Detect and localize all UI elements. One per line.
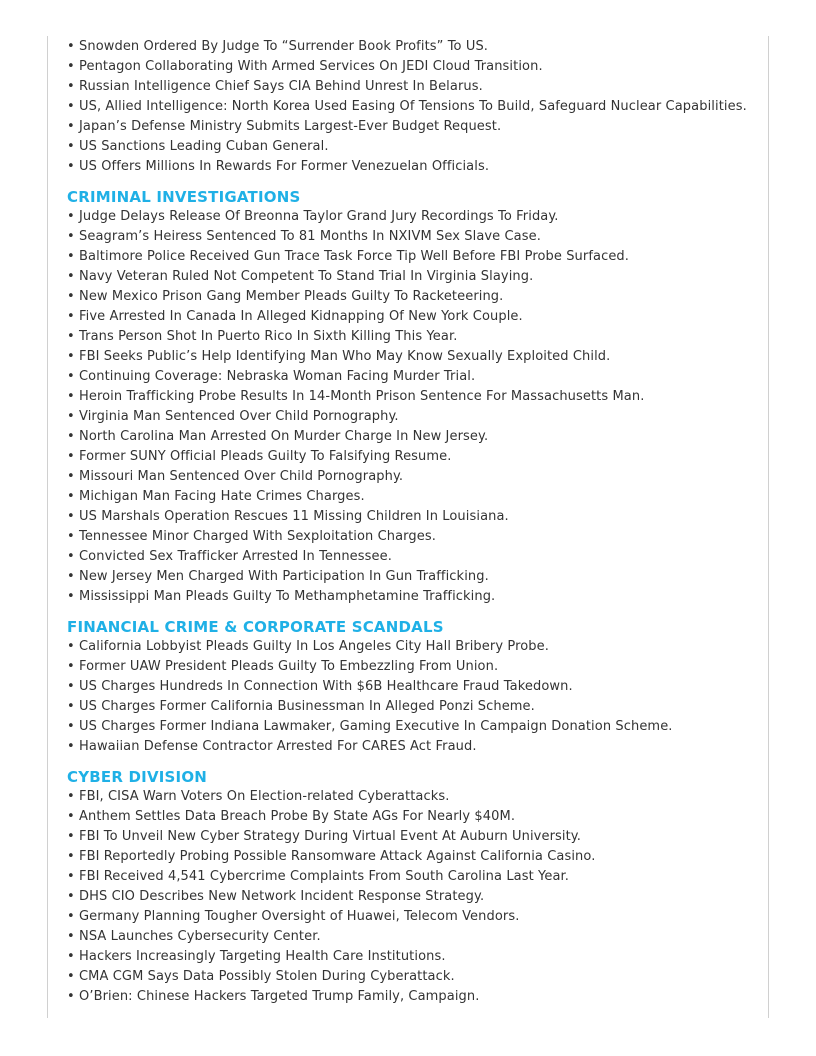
bullet-icon: • (67, 369, 75, 384)
section-heading: FINANCIAL CRIME & CORPORATE SCANDALS (67, 618, 444, 636)
news-item[interactable] (67, 327, 767, 347)
news-item[interactable] (67, 527, 767, 547)
news-item-text: FBI Seeks Public’s Help Identifying Man Who May Know Sexually Exploited Child. (79, 349, 611, 364)
bullet-icon: • (67, 699, 75, 714)
bullet-icon: • (67, 529, 75, 544)
news-item[interactable] (67, 697, 767, 717)
news-item-text: DHS CIO Describes New Network Incident Response Strategy. (79, 889, 485, 904)
bullet-icon: • (67, 249, 75, 264)
news-item-text: Russian Intelligence Chief Says CIA Behind Unrest In Belarus. (79, 79, 483, 94)
news-item[interactable] (67, 407, 767, 427)
news-item[interactable] (67, 737, 767, 757)
bullet-icon: • (67, 849, 75, 864)
bullet-icon: • (67, 329, 75, 344)
news-item-text: New Jersey Men Charged With Participation In Gun Trafficking. (79, 569, 489, 584)
news-item[interactable] (67, 77, 767, 97)
bullet-icon: • (67, 929, 75, 944)
news-item[interactable] (67, 867, 767, 887)
news-item[interactable] (67, 247, 767, 267)
bullet-icon: • (67, 909, 75, 924)
bullet-icon: • (67, 509, 75, 524)
news-item[interactable] (67, 447, 767, 467)
news-item[interactable] (67, 57, 767, 77)
bullet-icon: • (67, 449, 75, 464)
news-item[interactable] (67, 367, 767, 387)
section-financial-crime-corporate-scandals (67, 617, 767, 757)
bullet-icon: • (67, 969, 75, 984)
news-item[interactable] (67, 267, 767, 287)
news-item[interactable] (67, 987, 767, 1007)
bullet-icon: • (67, 349, 75, 364)
bullet-icon: • (67, 659, 75, 674)
news-item[interactable] (67, 37, 767, 57)
news-item-text: Trans Person Shot In Puerto Rico In Sixth Killing This Year. (79, 329, 458, 344)
bullet-icon: • (67, 99, 75, 114)
news-item-text: Heroin Trafficking Probe Results In 14-Month Prison Sentence For Massachusetts Man. (79, 389, 645, 404)
bullet-icon: • (67, 469, 75, 484)
news-item[interactable] (67, 567, 767, 587)
bullet-icon: • (67, 409, 75, 424)
bullet-icon: • (67, 59, 75, 74)
news-item[interactable] (67, 347, 767, 367)
news-item-text: Virginia Man Sentenced Over Child Pornography. (79, 409, 399, 424)
news-item-text: Judge Delays Release Of Breonna Taylor Grand Jury Recordings To Friday. (79, 209, 559, 224)
news-item-text: US Charges Former California Businessman In Alleged Ponzi Scheme. (79, 699, 535, 714)
bullet-icon: • (67, 159, 75, 174)
bullet-icon: • (67, 39, 75, 54)
news-item[interactable] (67, 637, 767, 657)
news-item[interactable] (67, 827, 767, 847)
news-item-text: FBI To Unveil New Cyber Strategy During Virtual Event At Auburn University. (79, 829, 581, 844)
section-cyber-division (67, 767, 767, 1007)
bullet-icon: • (67, 889, 75, 904)
bullet-icon: • (67, 869, 75, 884)
news-item[interactable] (67, 287, 767, 307)
bullet-icon: • (67, 429, 75, 444)
news-item-text: Michigan Man Facing Hate Crimes Charges. (79, 489, 365, 504)
section-heading: CRIMINAL INVESTIGATIONS (67, 188, 301, 206)
bullet-icon: • (67, 119, 75, 134)
section-intro (67, 37, 767, 177)
news-item-text: Continuing Coverage: Nebraska Woman Facing Murder Trial. (79, 369, 476, 384)
news-item-text: Pentagon Collaborating With Armed Services On JEDI Cloud Transition. (79, 59, 543, 74)
news-item[interactable] (67, 717, 767, 737)
news-item-text: US, Allied Intelligence: North Korea Used Easing Of Tensions To Build, Safeguard Nuclear Capabilities. (79, 99, 747, 114)
news-item-text: US Charges Former Indiana Lawmaker, Gaming Executive In Campaign Donation Scheme. (79, 719, 673, 734)
news-item[interactable] (67, 547, 767, 567)
bullet-icon: • (67, 139, 75, 154)
news-item-text: US Sanctions Leading Cuban General. (79, 139, 329, 154)
section-criminal-investigations (67, 187, 767, 607)
bullet-icon: • (67, 489, 75, 504)
section-heading: CYBER DIVISION (67, 768, 208, 786)
news-item[interactable] (67, 137, 767, 157)
news-item[interactable] (67, 487, 767, 507)
news-item-text: Snowden Ordered By Judge To “Surrender Book Profits” To US. (79, 39, 489, 54)
bullet-icon: • (67, 679, 75, 694)
news-item[interactable] (67, 787, 767, 807)
news-item[interactable] (67, 387, 767, 407)
news-item[interactable] (67, 947, 767, 967)
news-item-text: California Lobbyist Pleads Guilty In Los Angeles City Hall Bribery Probe. (79, 639, 549, 654)
bullet-icon: • (67, 989, 75, 1004)
bullet-icon: • (67, 229, 75, 244)
bullet-icon: • (67, 949, 75, 964)
news-item-text: Anthem Settles Data Breach Probe By State AGs For Nearly $40M. (79, 809, 516, 824)
news-item[interactable] (67, 97, 767, 117)
news-item-text: US Charges Hundreds In Connection With $6B Healthcare Fraud Takedown. (79, 679, 573, 694)
news-item[interactable] (67, 907, 767, 927)
bullet-icon: • (67, 739, 75, 754)
news-item-text: Former SUNY Official Pleads Guilty To Falsifying Resume. (79, 449, 452, 464)
bullet-icon: • (67, 389, 75, 404)
news-item-text: O’Brien: Chinese Hackers Targeted Trump Family, Campaign. (79, 989, 480, 1004)
bullet-icon: • (67, 289, 75, 304)
bullet-icon: • (67, 789, 75, 804)
bullet-icon: • (67, 269, 75, 284)
news-item[interactable] (67, 227, 767, 247)
news-item[interactable] (67, 467, 767, 487)
news-item-text: Hawaiian Defense Contractor Arrested For CARES Act Fraud. (79, 739, 477, 754)
bullet-icon: • (67, 719, 75, 734)
news-item-text: Mississippi Man Pleads Guilty To Methamphetamine Trafficking. (79, 589, 496, 604)
news-item[interactable] (67, 847, 767, 867)
news-item-text: Five Arrested In Canada In Alleged Kidnapping Of New York Couple. (79, 309, 523, 324)
bullet-icon: • (67, 569, 75, 584)
news-item-text: Baltimore Police Received Gun Trace Task Force Tip Well Before FBI Probe Surfaced. (79, 249, 630, 264)
news-item[interactable] (67, 427, 767, 447)
news-item[interactable] (67, 657, 767, 677)
news-item-text: Navy Veteran Ruled Not Competent To Stand Trial In Virginia Slaying. (79, 269, 534, 284)
bullet-icon: • (67, 829, 75, 844)
news-item[interactable] (67, 807, 767, 827)
news-item-text: NSA Launches Cybersecurity Center. (79, 929, 321, 944)
news-item[interactable] (67, 887, 767, 907)
news-item[interactable] (67, 967, 767, 987)
news-item[interactable] (67, 927, 767, 947)
news-item-text: FBI, CISA Warn Voters On Election-related Cyberattacks. (79, 789, 450, 804)
news-item-text: US Marshals Operation Rescues 11 Missing Children In Louisiana. (79, 509, 509, 524)
bullet-icon: • (67, 79, 75, 94)
news-item-text: Former UAW President Pleads Guilty To Embezzling From Union. (79, 659, 499, 674)
bullet-icon: • (67, 209, 75, 224)
news-item-text: North Carolina Man Arrested On Murder Charge In New Jersey. (79, 429, 489, 444)
news-item-text: Germany Planning Tougher Oversight of Huawei, Telecom Vendors. (79, 909, 520, 924)
news-item-text: Seagram’s Heiress Sentenced To 81 Months In NXIVM Sex Slave Case. (79, 229, 541, 244)
news-item-text: Convicted Sex Trafficker Arrested In Tennessee. (79, 549, 392, 564)
news-item-text: Tennessee Minor Charged With Sexploitation Charges. (79, 529, 436, 544)
news-item-text: FBI Received 4,541 Cybercrime Complaints From South Carolina Last Year. (79, 869, 569, 884)
news-item-text: New Mexico Prison Gang Member Pleads Guilty To Racketeering. (79, 289, 504, 304)
news-item[interactable] (67, 307, 767, 327)
news-item[interactable] (67, 207, 767, 227)
news-item-text: CMA CGM Says Data Possibly Stolen During Cyberattack. (79, 969, 455, 984)
news-item-text: Hackers Increasingly Targeting Health Care Institutions. (79, 949, 446, 964)
news-item-text: FBI Reportedly Probing Possible Ransomware Attack Against California Casino. (79, 849, 596, 864)
bullet-icon: • (67, 639, 75, 654)
bullet-icon: • (67, 549, 75, 564)
bullet-icon: • (67, 309, 75, 324)
news-item-text: Japan’s Defense Ministry Submits Largest-Ever Budget Request. (79, 119, 502, 134)
news-item[interactable] (67, 677, 767, 697)
bullet-icon: • (67, 809, 75, 824)
bullet-icon: • (67, 589, 75, 604)
news-item[interactable] (67, 157, 767, 177)
news-item[interactable] (67, 587, 767, 607)
news-item[interactable] (67, 117, 767, 137)
news-digest (67, 37, 767, 1007)
news-item-text: Missouri Man Sentenced Over Child Pornography. (79, 469, 404, 484)
news-item-text: US Offers Millions In Rewards For Former Venezuelan Officials. (79, 159, 490, 174)
news-item[interactable] (67, 507, 767, 527)
